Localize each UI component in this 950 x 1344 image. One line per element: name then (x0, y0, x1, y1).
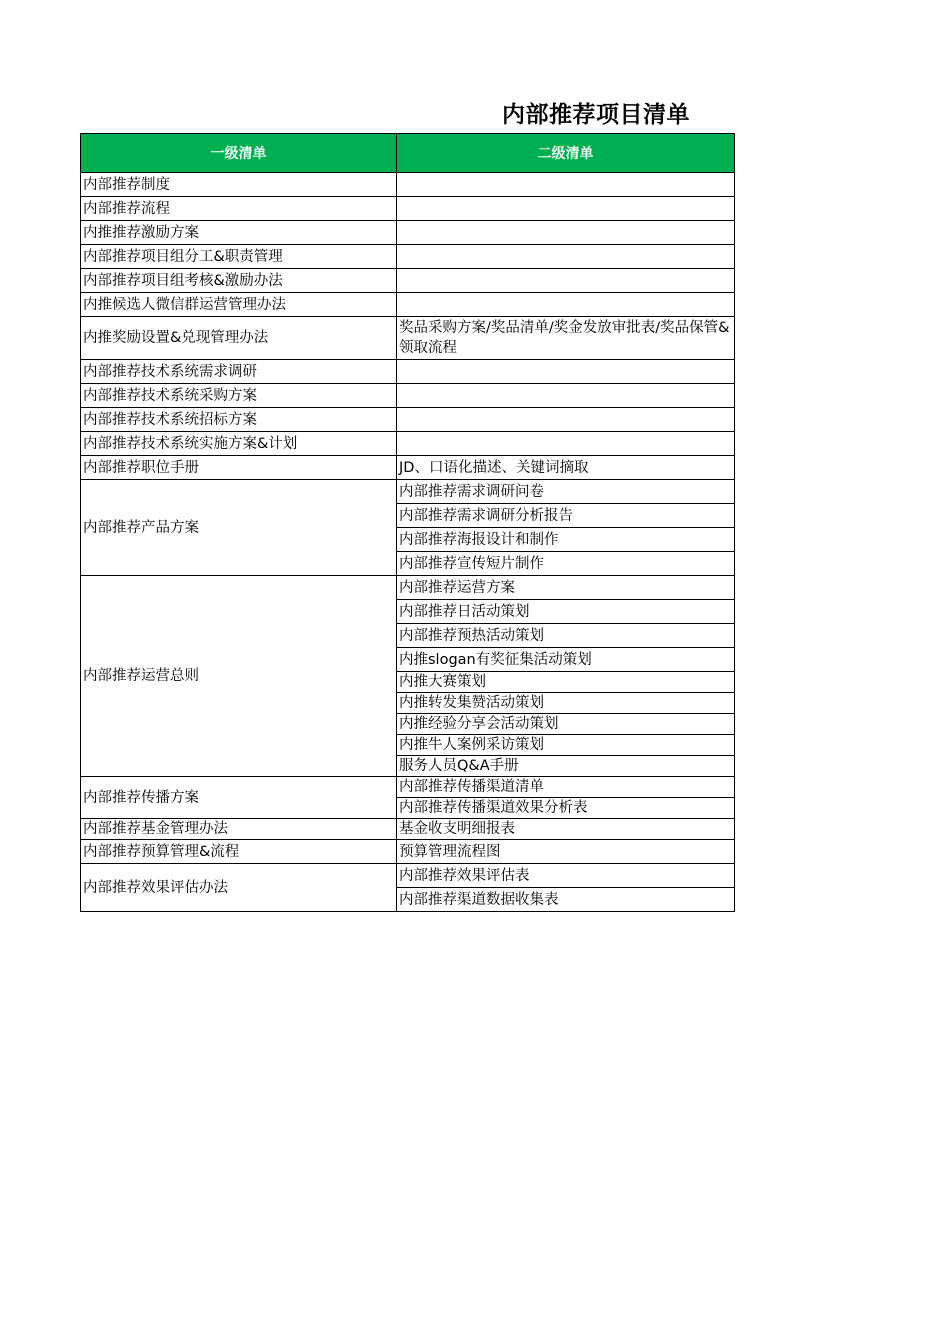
level1-cell[interactable]: 内部推荐技术系统招标方案 (81, 408, 397, 432)
table-row (81, 819, 735, 840)
level2-cell[interactable]: JD、口语化描述、关键词摘取 (397, 456, 735, 480)
level1-cell[interactable]: 内部推荐项目组考核&激励办法 (81, 269, 397, 293)
level2-cell[interactable]: 内部推荐运营方案 (397, 576, 735, 600)
level1-cell[interactable]: 内部推荐职位手册 (81, 456, 397, 480)
table-row (81, 317, 735, 360)
level1-cell[interactable]: 内推奖励设置&兑现管理办法 (81, 317, 397, 360)
level2-cell[interactable] (397, 384, 735, 408)
table-row (81, 432, 735, 456)
level2-cell[interactable] (397, 293, 735, 317)
project-list-table (80, 133, 735, 912)
level2-cell[interactable]: 奖品采购方案/奖品清单/奖金发放审批表/奖品保管&领取流程 (397, 317, 735, 360)
level1-cell[interactable]: 内推推荐激励方案 (81, 221, 397, 245)
level2-cell[interactable]: 基金收支明细报表 (397, 819, 735, 840)
level2-cell[interactable] (397, 221, 735, 245)
table-row (81, 197, 735, 221)
level1-cell[interactable]: 内部推荐产品方案 (81, 480, 397, 576)
level1-cell[interactable]: 内部推荐制度 (81, 173, 397, 197)
level1-cell[interactable]: 内部推荐项目组分工&职责管理 (81, 245, 397, 269)
level2-cell[interactable]: 内推牛人案例采访策划 (397, 735, 735, 756)
level1-cell[interactable]: 内部推荐技术系统采购方案 (81, 384, 397, 408)
level2-cell[interactable] (397, 197, 735, 221)
level2-cell[interactable]: 内推转发集赞活动策划 (397, 693, 735, 714)
level2-cell[interactable]: 内部推荐渠道数据收集表 (397, 888, 735, 912)
level2-cell[interactable]: 内部推荐传播渠道效果分析表 (397, 798, 735, 819)
level1-cell[interactable]: 内部推荐传播方案 (81, 777, 397, 819)
level2-cell[interactable]: 内部推荐预热活动策划 (397, 624, 735, 648)
level1-cell[interactable]: 内部推荐基金管理办法 (81, 819, 397, 840)
level2-cell[interactable] (397, 360, 735, 384)
table-row (81, 480, 735, 504)
table-row (81, 293, 735, 317)
table-row (81, 360, 735, 384)
level2-cell[interactable]: 内部推荐宣传短片制作 (397, 552, 735, 576)
level2-cell[interactable]: 内部推荐需求调研问卷 (397, 480, 735, 504)
level1-cell[interactable]: 内部推荐预算管理&流程 (81, 840, 397, 864)
table-row (81, 384, 735, 408)
level2-cell[interactable] (397, 269, 735, 293)
table-row (81, 840, 735, 864)
level2-cell[interactable]: 预算管理流程图 (397, 840, 735, 864)
level2-cell[interactable] (397, 408, 735, 432)
level2-cell[interactable]: 内推大赛策划 (397, 672, 735, 693)
header-row (81, 134, 735, 173)
level1-cell[interactable]: 内部推荐技术系统实施方案&计划 (81, 432, 397, 456)
level2-cell[interactable]: 内部推荐传播渠道清单 (397, 777, 735, 798)
page-title: 内部推荐项目清单 (502, 102, 690, 128)
level2-cell[interactable]: 内部推荐效果评估表 (397, 864, 735, 888)
table-row (81, 221, 735, 245)
header-level2[interactable]: 二级清单 (397, 134, 735, 173)
level2-cell[interactable] (397, 432, 735, 456)
level2-cell[interactable]: 内部推荐海报设计和制作 (397, 528, 735, 552)
level1-cell[interactable]: 内部推荐流程 (81, 197, 397, 221)
level2-cell[interactable]: 内推经验分享会活动策划 (397, 714, 735, 735)
table-row (81, 864, 735, 888)
table-row (81, 777, 735, 798)
table-row (81, 173, 735, 197)
header-level1[interactable]: 一级清单 (81, 134, 397, 173)
level1-cell[interactable]: 内部推荐运营总则 (81, 576, 397, 777)
level2-cell[interactable]: 内部推荐需求调研分析报告 (397, 504, 735, 528)
table-row (81, 456, 735, 480)
level1-cell[interactable]: 内部推荐效果评估办法 (81, 864, 397, 912)
level2-cell[interactable]: 内部推荐日活动策划 (397, 600, 735, 624)
level1-cell[interactable]: 内推候选人微信群运营管理办法 (81, 293, 397, 317)
level2-cell[interactable]: 服务人员Q&A手册 (397, 756, 735, 777)
level2-cell[interactable] (397, 173, 735, 197)
level2-cell[interactable]: 内推slogan有奖征集活动策划 (397, 648, 735, 672)
level1-cell[interactable]: 内部推荐技术系统需求调研 (81, 360, 397, 384)
table-row (81, 408, 735, 432)
table-row (81, 245, 735, 269)
level2-cell[interactable] (397, 245, 735, 269)
table-row (81, 269, 735, 293)
table-row (81, 576, 735, 600)
